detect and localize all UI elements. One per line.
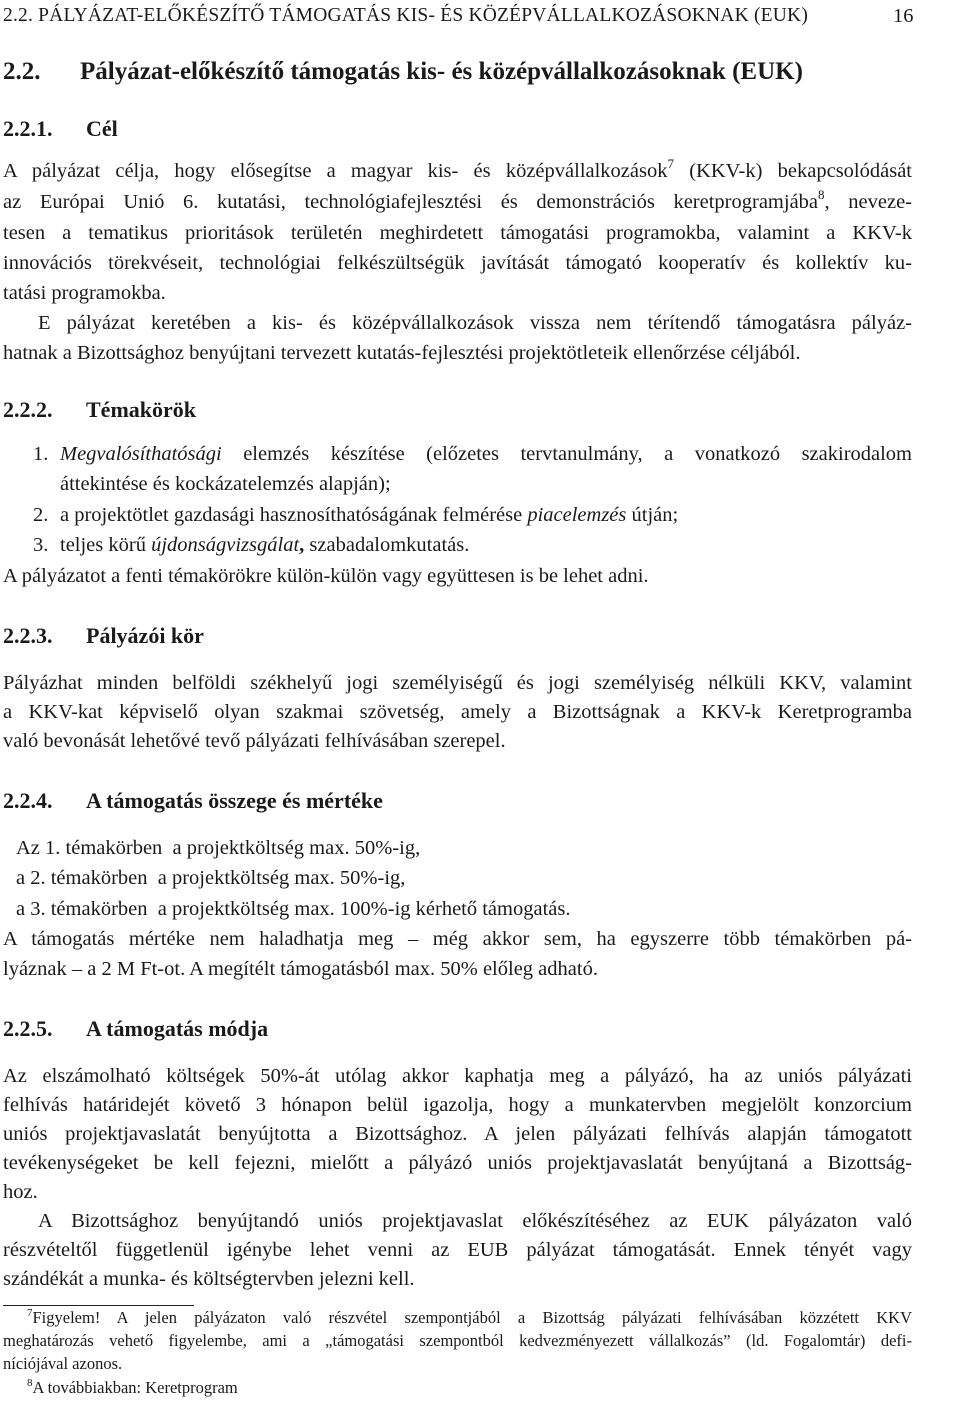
- paragraph-line: A pályázat célja, hogy elősegítse a magyar kis- és középvállalkozások$^7$ (KKV-k) bekapcsolódását: [3, 156, 912, 182]
- footnote-line: níciójával azonos.: [3, 1354, 123, 1373]
- subsection-number: 2.2.1.: [3, 116, 53, 141]
- paragraph-line: innovációs törekvéseit, technológiai felkészültségük javítását támogató kooperatív és kollektív ku-: [3, 252, 912, 274]
- list-item-continued: áttekintése és kockázatelemzés alapján);: [60, 473, 391, 495]
- list-marker: 1.: [33, 443, 49, 465]
- list-item: a projektötlet gazdasági hasznosíthatóságának felmérése piacelemzés útján;: [60, 504, 679, 526]
- subsection-title: A támogatás módja: [86, 1016, 269, 1041]
- paragraph-line: felhívás határidejét követő 3 hónapon belül igazolja, hogy a munkatervben megjelölt konzorcium: [3, 1094, 912, 1116]
- rate-row: a 2. témakörben a projektköltség max. 50%-ig,: [16, 867, 406, 889]
- paragraph-line: E pályázat keretében a kis- és középvállalkozások vissza nem térítendő támogatásra pályáz-: [38, 312, 912, 334]
- subsection-number: 2.2.3.: [3, 623, 53, 648]
- paragraph-line: tesen a tematikus prioritások területén meghirdetett támogatási programokba, valamint a KKV-k: [3, 222, 912, 244]
- paragraph-line: A Bizottsághoz benyújtandó uniós projektjavaslat előkészítéséhez az EUK pályázaton való: [38, 1210, 912, 1232]
- paragraph-line: tatási programokba.: [3, 282, 166, 304]
- paragraph-line: hoz.: [3, 1181, 38, 1203]
- subsection-number: 2.2.5.: [3, 1016, 53, 1041]
- list-item: teljes körű újdonságvizsgálat, szabadalomkutatás.: [60, 534, 470, 556]
- subsection-title: Pályázói kör: [86, 623, 204, 648]
- footnote-line: meghatározás vehető figyelembe, ami a „támogatási szempontból kedvezményezett vállalkozás” (ld. Fogalomtár) defi-: [3, 1331, 912, 1350]
- section-title: Pályázat-előkészítő támogatás kis- és középvállalkozásoknak (EUK): [80, 58, 803, 85]
- subsection-heading-osszeg: [3, 786, 383, 816]
- subsection-heading-temakorok: [3, 395, 196, 425]
- subsection-number: 2.2.4.: [3, 788, 53, 813]
- paragraph-line: uniós projektjavaslatát benyújtotta a Bizottsághoz. A jelen pályázati felhívás alapján támogatott: [3, 1123, 912, 1145]
- section-heading: [3, 56, 803, 88]
- paragraph-line: A pályázatot a fenti témakörökre külön-külön vagy együttesen is be lehet adni.: [3, 565, 649, 587]
- paragraph-line: szándékát a munka- és költségtervben jelezni kell.: [3, 1268, 415, 1290]
- paragraph-line: hatnak a Bizottsághoz benyújtani tervezett kutatás-fejlesztési projektötleteik ellenőrzése céljából.: [3, 342, 801, 364]
- subsection-heading-modja: [3, 1014, 268, 1044]
- subsection-heading-palyazoi-kor: [3, 621, 204, 651]
- section-number: 2.2.: [3, 58, 41, 85]
- paragraph-line: lyáznak – a 2 M Ft-ot. A megítélt támogatásból max. 50% előleg adható.: [3, 958, 598, 980]
- footnote-7: $^7$Figyelem! A jelen pályázaton való részvétel szempontjából a Bizottság pályázati felhívásában közzétett KKV: [27, 1307, 912, 1327]
- footnote-ref-8[interactable]: 8: [818, 187, 825, 202]
- rate-row: a 3. témakörben a projektköltség max. 100%-ig kérhető támogatás.: [16, 898, 571, 920]
- footnote-8: $^8$A továbbiakban: Keretprogram: [27, 1377, 238, 1397]
- list-marker: 2.: [33, 504, 49, 526]
- paragraph-line: való bevonását lehetővé tevő pályázati felhívásában szerepel.: [3, 730, 506, 752]
- footnote-rule: [3, 1305, 194, 1306]
- rate-row: Az 1. témakörben a projektköltség max. 50%-ig,: [16, 837, 421, 859]
- subsection-title: Cél: [86, 116, 118, 141]
- subsection-heading-cel: [3, 114, 118, 144]
- running-header: 2.2. PÁLYÁZAT-ELŐKÉSZÍTŐ TÁMOGATÁS KIS- ÉS KÖZÉPVÁLLALKOZÁSOKNAK (EUK): [3, 5, 809, 26]
- subsection-title: A támogatás összege és mértéke: [86, 788, 383, 813]
- paragraph-line: Az elszámolható költségek 50%-át utólag akkor kaphatja meg a pályázó, ha az uniós pályázati: [3, 1065, 912, 1087]
- footnote-mark: 7: [27, 1307, 33, 1319]
- list-item: Megvalósíthatósági elemzés készítése (előzetes tervtanulmány, a vonatkozó szakirodalom: [60, 443, 913, 465]
- list-marker: 3.: [33, 534, 49, 556]
- paragraph-line: tevékenységeket be kell fejezni, mielőtt a pályázó uniós projektjavaslatát benyújtaná a Bizottság-: [3, 1152, 912, 1174]
- subsection-title: Témakörök: [86, 397, 196, 422]
- paragraph-line: a KKV-kat képviselő olyan szakmai szövetség, amely a Bizottságnak a KKV-k Keretprogramba: [3, 701, 912, 723]
- subsection-number: 2.2.2.: [3, 397, 53, 422]
- paragraph-line: A támogatás mértéke nem haladhatja meg – még akkor sem, ha egyszerre több témakörben pá-: [3, 928, 912, 950]
- footnote-mark: 8: [27, 1377, 33, 1389]
- paragraph-line: Pályázhat minden belföldi székhelyű jogi személyiségű és jogi személyiség nélküli KKV, valamint: [3, 672, 912, 694]
- page-number: 16: [893, 5, 914, 27]
- paragraph-line: az Európai Unió 6. kutatási, technológiafejlesztési és demonstrációs keretprogramjába$^8$, neveze-: [3, 187, 912, 213]
- footnote-ref-7[interactable]: 7: [667, 156, 674, 171]
- paragraph-line: részvételtől függetlenül igénybe lehet venni az EUB pályázat támogatását. Ennek tényét vagy: [3, 1239, 912, 1261]
